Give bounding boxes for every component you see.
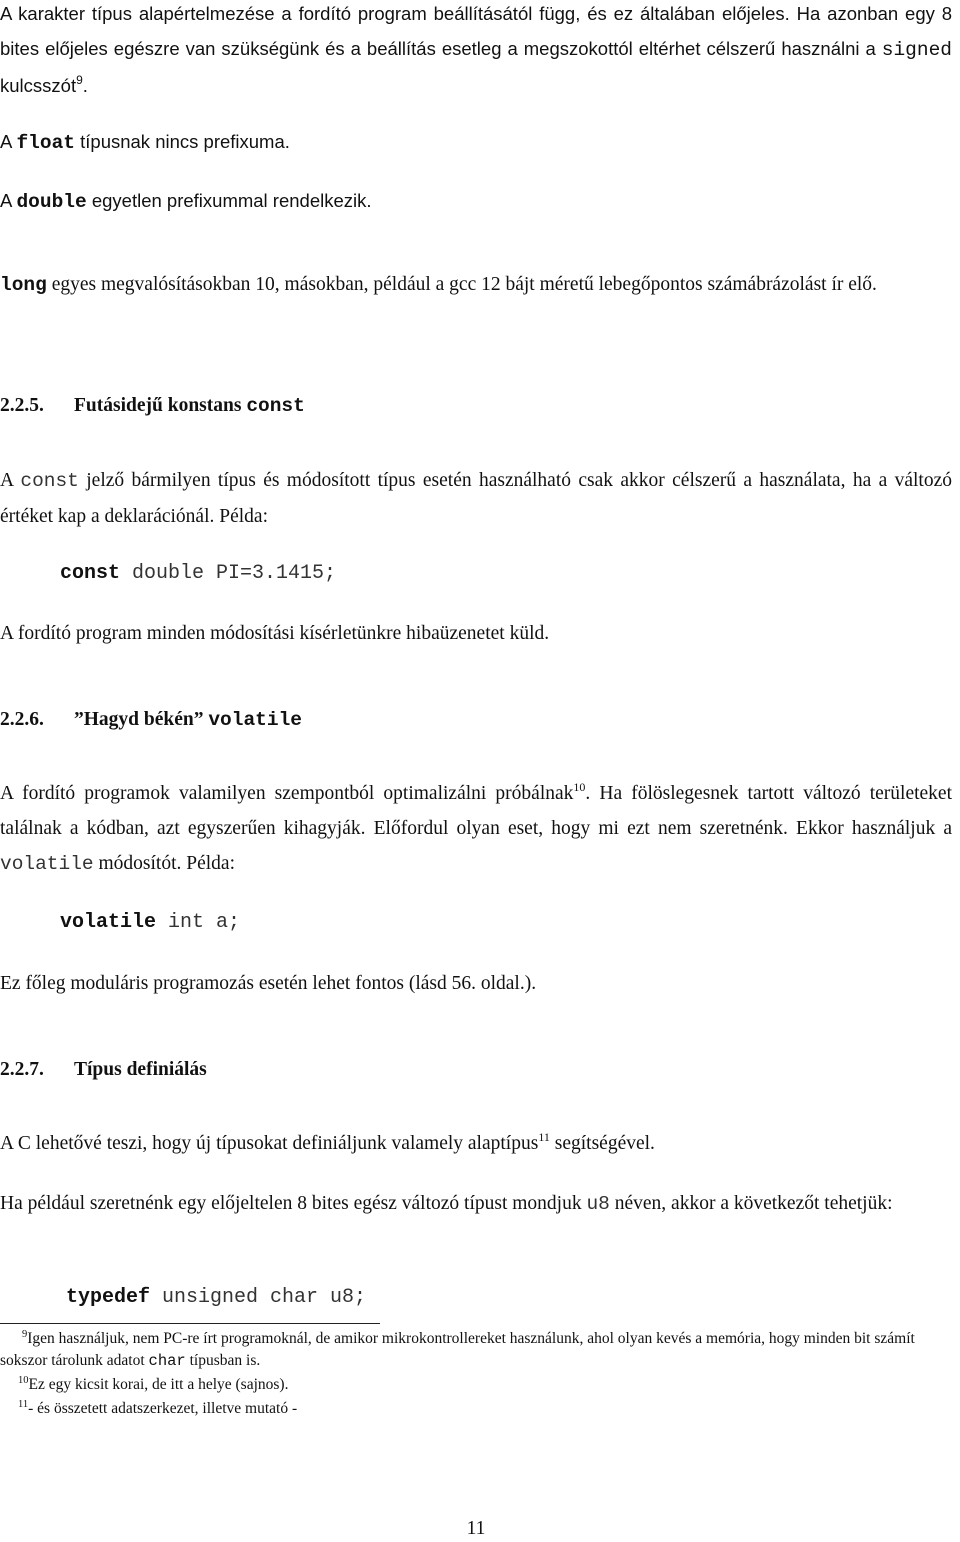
paragraph-const: A const jelző bármilyen típus és módosított típus esetén használható csak akkor célszerű a használata, ha a változó értéket kap a deklarációnál. Példa: bbox=[0, 470, 952, 527]
paragraph-const-error: A fordító program minden módosítási kísérletünkre hibaüzenetet küld. bbox=[0, 623, 550, 644]
keyword-double: double bbox=[16, 191, 87, 213]
code-example-volatile: volatile int a; bbox=[60, 911, 241, 934]
keyword-volatile-inline: volatile bbox=[0, 853, 94, 875]
footnote-ref-10: 10 bbox=[573, 780, 586, 794]
code-example-typedef: typedef unsigned char u8; bbox=[66, 1286, 367, 1309]
paragraph-long: long egyes megvalósításokban 10, másokban, például a gcc 12 bájt méretű lebegőpontos számábrázolást ír elő. bbox=[0, 274, 877, 296]
section-heading-2-2-6: 2.2.6. ”Hagyd békén” volatile bbox=[0, 709, 302, 731]
paragraph-volatile-note: Ez főleg moduláris programozás esetén lehet fontos (lásd 56. oldal.). bbox=[0, 973, 537, 994]
paragraph-float: A float típusnak nincs prefixuma. bbox=[0, 131, 290, 154]
keyword-volatile: volatile bbox=[208, 709, 302, 731]
footnote-ref-9: 9 bbox=[76, 73, 83, 87]
keyword-signed: signed bbox=[881, 39, 952, 61]
footnote-10: $^{10}$Ez egy kicsit korai, de itt a helye (sajnos). bbox=[18, 1375, 289, 1393]
keyword-const-inline: const bbox=[20, 470, 79, 492]
footnote-ref-11: 11 bbox=[538, 1130, 550, 1144]
keyword-u8: u8 bbox=[586, 1193, 610, 1215]
paragraph-char-type: A karakter típus alapértelmezése a fordító program beállításától függ, és ez általában előjeles. Ha azonban egy 8 bites előjeles egészre van szükségünk és a beállítás esetleg a megszokottól eltérhet célszerű használni a signed kulcsszót$^9$. bbox=[0, 3, 952, 96]
paragraph-typedef-intro: A C lehetővé teszi, hogy új típusokat definiáljunk valamely alaptípus$^{11}$ segítségével. bbox=[0, 1130, 655, 1154]
paragraph-double: A double egyetlen prefixummal rendelkezik. bbox=[0, 190, 372, 213]
keyword-long: long bbox=[0, 274, 47, 296]
keyword-const: const bbox=[246, 395, 305, 417]
paragraph-volatile: A fordító programok valamilyen szempontból optimalizálni próbálnak$^{10}$. Ha fölöslegesnek tartott változó területeket találnak a kódban, azt egyszerűen kihagyják. Előfordul olyan eset, hogy mi ezt nem szeretnénk. Ekkor használjuk a volatile módosítót. Példa: bbox=[0, 780, 952, 875]
code-example-const: const double PI=3.1415; bbox=[60, 562, 337, 585]
footnote-9: $^9$Igen használjuk, nem PC-re írt programoknál, de amikor mikrokontrollereket használunk, ahol olyan kevés a memória, hogy minden bit számít sokszor tárolunk adatot char típusban is. bbox=[0, 1329, 915, 1370]
page-number: 11 bbox=[466, 1518, 486, 1539]
footnote-separator bbox=[0, 1323, 380, 1324]
keyword-char: char bbox=[148, 1352, 186, 1370]
keyword-float: float bbox=[16, 132, 75, 154]
section-heading-2-2-5: 2.2.5. Futásidejű konstans const bbox=[0, 395, 305, 417]
footnote-11: $^{11}$- és összetett adatszerkezet, illetve mutató - bbox=[18, 1399, 298, 1417]
section-heading-2-2-7: 2.2.7. Típus definiálás bbox=[0, 1059, 207, 1080]
paragraph-typedef-example: Ha például szeretnénk egy előjeltelen 8 bites egész változó típust mondjuk u8 néven, akkor a következőt tehetjük: bbox=[0, 1193, 893, 1215]
